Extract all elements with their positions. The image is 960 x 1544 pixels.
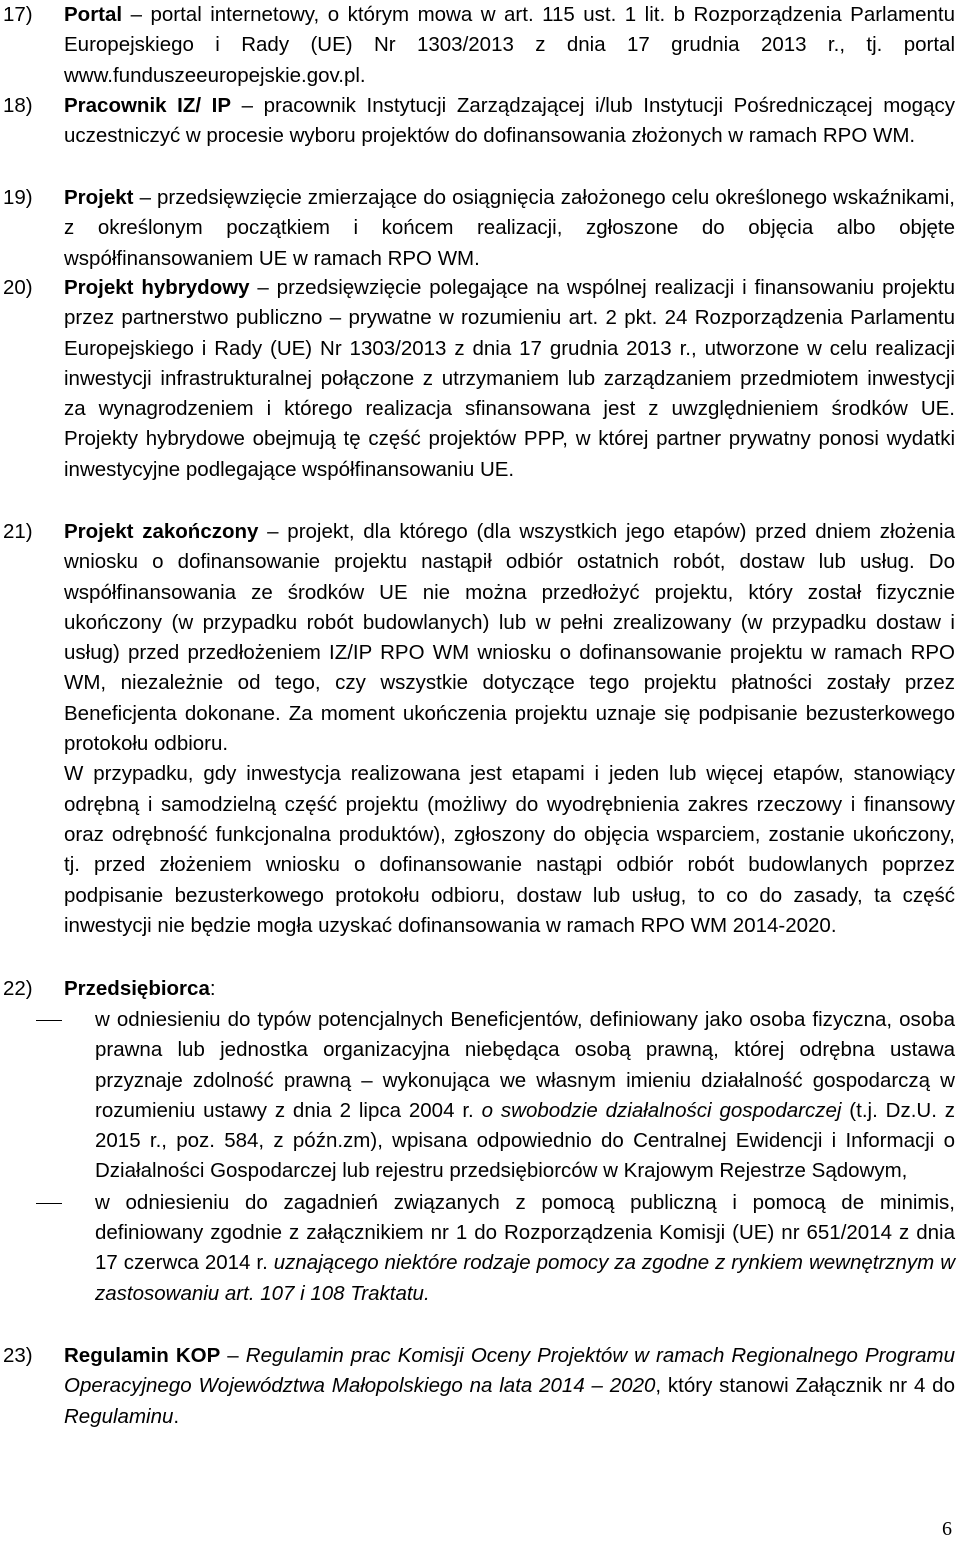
term: Projekt hybrydowy	[64, 276, 250, 299]
act-title: o swobodzie działalności gospodarczej	[481, 1098, 842, 1122]
definition-text	[64, 183, 955, 274]
term: Projekt	[64, 186, 134, 209]
item-number: 21)	[3, 520, 33, 543]
item-number: 19)	[3, 186, 33, 209]
definition-body: – projekt, dla którego (dla wszystkich jego etapów) przed dniem złożenia wniosku o dofinansowanie projektu nastąpił odbiór ostatnich robót, dostaw lub usług. Do współfinansowania ze środków UE nie można przedłożyć projektu, który został fizycznie ukończony (w przypadku robót budowlanych) lub w pełni zrealizowany (w przypadku dostaw i usług) przed przedłożeniem IZ/IP RPO WM wniosku o dofinansowanie projektu w ramach RPO WM, niezależnie od tego, czy wszystkie dotyczące tego projektu płatności zostały przez Beneficjenta dokonane. Za moment ukończenia projektu uznaje się podpisanie bezusterkowego protokołu odbioru.	[64, 520, 956, 756]
term: Pracownik IZ/ IP	[64, 94, 232, 117]
document-ref: Regulaminu	[64, 1404, 174, 1428]
period: .	[173, 1404, 180, 1428]
dash: –	[220, 1344, 246, 1367]
definition-21	[0, 517, 955, 941]
item-number: 22)	[3, 977, 33, 1000]
definition-body: , który stanowi Załącznik nr 4 do	[655, 1374, 955, 1398]
definition-17	[0, 0, 955, 91]
list-item-text: w odniesieniu do zagadnień związanych z pomocą publiczną i pomocą de minimis, definiowany zgodnie z załącznikiem nr 1 do Rozporządzenia Komisji (UE) nr 651/2014 z dnia 17 czerwca 2014 r.	[95, 1190, 955, 1275]
term: Portal	[64, 3, 123, 26]
definition-23	[0, 1341, 955, 1432]
definition-text	[64, 91, 955, 152]
definition-text	[64, 1341, 955, 1432]
definition-body: :	[209, 977, 216, 1000]
definition-20	[0, 273, 955, 485]
definition-22	[0, 974, 955, 1004]
definition-text	[64, 0, 955, 91]
definition-body: – przedsięwzięcie polegające na wspólnej realizacji i finansowaniu projektu przez partnerstwo publiczno – prywatne w rozumieniu art. 2 pkt. 24 Rozporządzenia Parlamentu Europejskiego i Rady (UE) Nr 1303/2013 z dnia 17 grudnia 2013 r., utworzone w celu realizacji inwestycji infrastrukturalnej połączone z utrzymaniem lub zarządzaniem przedmiotem inwestycji za wynagrodzeniem i którego realizacja sfinansowana jest z uwzględnieniem środków UE. Projekty hybrydowe obejmują tę część projektów PPP, w której partner prywatny ponosi wydatki inwestycyjne podlegające współfinansowaniu UE.	[64, 276, 955, 481]
item-number: 23)	[3, 1344, 33, 1367]
definition-19	[0, 183, 955, 274]
definition-text-continued: W przypadku, gdy inwestycja realizowana jest etapami i jeden lub więcej etapów, stanowiący odrębną i samodzielną część projektu (możliwy do wyodrębnienia zakres rzeczowy i finansowy oraz odrębność funkcjonalna produktów), zgłoszony do objęcia wsparciem, zostanie ukończony, tj. przed złożeniem wniosku o dofinansowanie nastąpi odbiór robót budowlanych poprzez podpisanie bezusterkowego protokołu odbioru, dostaw lub usług, to co do zasady, ta część inwestycji nie będzie mogła uzyskać dofinansowania w ramach RPO WM 2014-2020.	[64, 762, 955, 937]
list-item-text: (t.j. Dz.U. z 2015 r., poz. 584, z późn.zm), wpisana odpowiednio do Centralnej Ewidencji i Informacji o Działalności Gospodarczej lub rejestru przedsiębiorców w Krajowym Rejestrze Sądowym,	[95, 1098, 956, 1183]
definition-body: – pracownik Instytucji Zarządzającej i/lub Instytucji Pośredniczącej mogący uczestniczyć w procesie wyboru projektów do dofinansowania złożonych w ramach RPO WM.	[64, 94, 955, 148]
definition-18	[0, 91, 955, 152]
definition-22-sub-list	[33, 1005, 955, 1309]
definition-text	[64, 273, 955, 485]
regulation-title: uznającego niektóre rodzaje pomocy za zgodne z rynkiem wewnętrznym w zastosowaniu art. 107 i 108 Traktatu.	[95, 1251, 956, 1305]
list-item	[33, 1005, 955, 1187]
list-item-text: w odniesieniu do typów potencjalnych Beneficjentów, definiowany jako osoba fizyczna, osoba prawna lub jednostka organizacyjna niebędąca osobą prawną, której odrębna ustawa przyznaje zdolność prawną – wykonująca we własnym imieniu działalność gospodarczą w rozumieniu ustawy z dnia 2 lipca 2004 r.	[95, 1008, 955, 1122]
list-item	[33, 1188, 955, 1309]
document-title: Regulamin prac Komisji Oceny Projektów w ramach Regionalnego Programu Operacyjnego Województwa Małopolskiego na lata 2014 – 2020	[64, 1344, 956, 1398]
item-number: 17)	[3, 3, 33, 26]
page-number: 6	[942, 1518, 952, 1540]
term: Regulamin KOP	[64, 1344, 221, 1367]
item-number: 20)	[3, 276, 33, 299]
definition-body: – przedsięwzięcie zmierzające do osiągnięcia założonego celu określonego wskaźnikami, z określonym początkiem i końcem realizacji, zgłoszone do objęcia albo objęte współfinansowaniem UE w ramach RPO WM.	[64, 186, 955, 270]
definition-text	[64, 974, 955, 1004]
term: Projekt zakończony	[64, 520, 259, 543]
definition-body: – portal internetowy, o którym mowa w art. 115 ust. 1 lit. b Rozporządzenia Parlamentu Europejskiego i Rady (UE) Nr 1303/2013 z dnia 17 grudnia 2013 r., tj. portal www.funduszeeuropejskie.gov.pl.	[64, 3, 955, 87]
definition-text	[64, 517, 955, 759]
item-number: 18)	[3, 94, 33, 117]
term: Przedsiębiorca	[64, 977, 210, 1000]
